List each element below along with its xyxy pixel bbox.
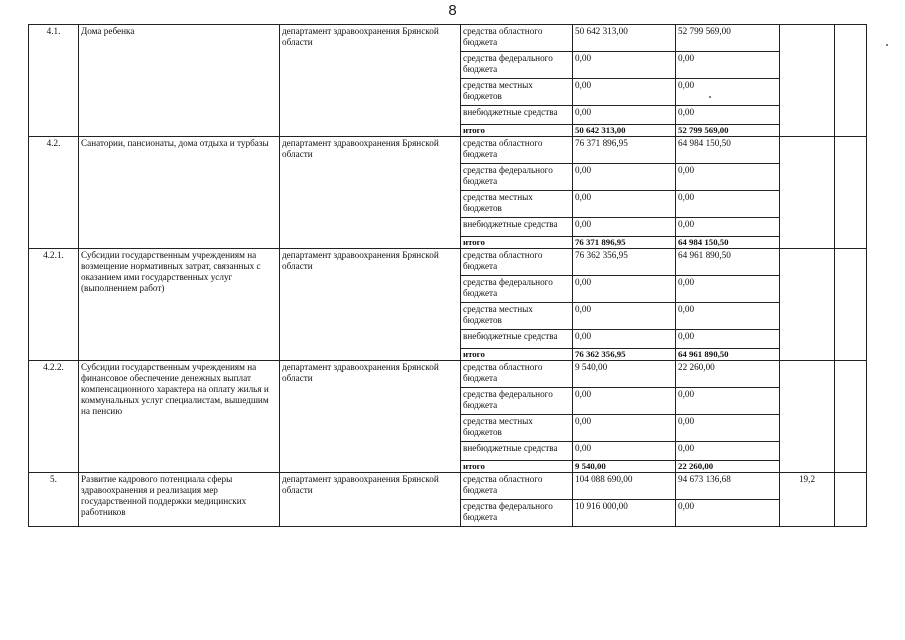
item-executor: департамент здравоохранения Брянской области <box>280 361 461 473</box>
amount-1: 104 088 690,00 <box>573 473 676 500</box>
amount-2: 64 984 150,50 <box>676 137 780 164</box>
amount-1: 10 916 000,00 <box>573 500 676 527</box>
amount-2: 0,00 <box>676 500 780 527</box>
amount-1: 0,00 <box>573 218 676 237</box>
amount-2: 0,00 <box>676 79 780 106</box>
amount-1: 0,00 <box>573 415 676 442</box>
funding-source: внебюджетные средства <box>461 106 573 125</box>
amount-2: 0,00 <box>676 388 780 415</box>
amount-2: 0,00 <box>676 106 780 125</box>
total-amount-2: 22 260,00 <box>676 461 780 473</box>
indicator-value <box>780 137 835 249</box>
amount-2: 52 799 569,00 <box>676 25 780 52</box>
item-executor: департамент здравоохранения Брянской области <box>280 249 461 361</box>
table-row <box>29 249 867 276</box>
table-row <box>29 473 867 500</box>
amount-1: 0,00 <box>573 164 676 191</box>
table-row <box>29 137 867 164</box>
funding-source: средства федерального бюджета <box>461 388 573 415</box>
funding-source: внебюджетные средства <box>461 218 573 237</box>
scan-speck <box>886 44 888 46</box>
item-number: 4.2.1. <box>29 249 79 361</box>
funding-source: внебюджетные средства <box>461 330 573 349</box>
total-amount-1: 76 362 356,95 <box>573 349 676 361</box>
amount-1: 0,00 <box>573 330 676 349</box>
amount-1: 0,00 <box>573 106 676 125</box>
item-number: 4.1. <box>29 25 79 137</box>
amount-1: 76 371 896,95 <box>573 137 676 164</box>
total-amount-2: 64 984 150,50 <box>676 237 780 249</box>
item-name: Развитие кадрового потенциала сферы здравоохранения и реализация мер государственной поддержки медицинских работников <box>79 473 280 527</box>
empty-cell <box>835 249 867 361</box>
amount-2: 0,00 <box>676 52 780 79</box>
total-label: итого <box>461 237 573 249</box>
amount-1: 50 642 313,00 <box>573 25 676 52</box>
indicator-value: 19,2 <box>780 473 835 527</box>
empty-cell <box>835 25 867 137</box>
item-executor: департамент здравоохранения Брянской области <box>280 25 461 137</box>
funding-source: средства федерального бюджета <box>461 500 573 527</box>
amount-1: 0,00 <box>573 442 676 461</box>
amount-1: 0,00 <box>573 388 676 415</box>
indicator-value <box>780 25 835 137</box>
funding-source: средства местных бюджетов <box>461 191 573 218</box>
table-row <box>29 25 867 52</box>
amount-1: 0,00 <box>573 303 676 330</box>
page-number: 8 <box>448 2 457 19</box>
item-number: 5. <box>29 473 79 527</box>
amount-2: 0,00 <box>676 442 780 461</box>
amount-2: 22 260,00 <box>676 361 780 388</box>
amount-1: 0,00 <box>573 276 676 303</box>
amount-2: 0,00 <box>676 218 780 237</box>
amount-2: 0,00 <box>676 303 780 330</box>
empty-cell <box>835 361 867 473</box>
amount-2: 64 961 890,50 <box>676 249 780 276</box>
amount-1: 9 540,00 <box>573 361 676 388</box>
funding-source: средства местных бюджетов <box>461 415 573 442</box>
funding-source: средства местных бюджетов <box>461 79 573 106</box>
funding-source: средства областного бюджета <box>461 25 573 52</box>
indicator-value <box>780 361 835 473</box>
table-body <box>29 25 867 527</box>
amount-1: 0,00 <box>573 52 676 79</box>
amount-1: 0,00 <box>573 191 676 218</box>
budget-table <box>28 24 867 527</box>
total-amount-2: 64 961 890,50 <box>676 349 780 361</box>
funding-source: средства областного бюджета <box>461 137 573 164</box>
total-amount-1: 50 642 313,00 <box>573 125 676 137</box>
item-number: 4.2. <box>29 137 79 249</box>
amount-2: 0,00 <box>676 415 780 442</box>
amount-2: 0,00 <box>676 276 780 303</box>
funding-source: внебюджетные средства <box>461 442 573 461</box>
empty-cell <box>835 137 867 249</box>
item-name: Санатории, пансионаты, дома отдыха и турбазы <box>79 137 280 249</box>
funding-source: средства областного бюджета <box>461 361 573 388</box>
item-executor: департамент здравоохранения Брянской области <box>280 137 461 249</box>
item-name: Субсидии государственным учреждениям на возмещение нормативных затрат, связанных с оказанием ими государственных услуг (выполнением работ) <box>79 249 280 361</box>
funding-source: средства местных бюджетов <box>461 303 573 330</box>
total-amount-1: 76 371 896,95 <box>573 237 676 249</box>
funding-source: средства федерального бюджета <box>461 52 573 79</box>
total-amount-2: 52 799 569,00 <box>676 125 780 137</box>
total-label: итого <box>461 349 573 361</box>
amount-2: 0,00 <box>676 191 780 218</box>
amount-2: 0,00 <box>676 164 780 191</box>
total-amount-1: 9 540,00 <box>573 461 676 473</box>
table-row <box>29 361 867 388</box>
item-name: Дома ребенка <box>79 25 280 137</box>
funding-source: средства областного бюджета <box>461 249 573 276</box>
item-number: 4.2.2. <box>29 361 79 473</box>
funding-source: средства федерального бюджета <box>461 164 573 191</box>
indicator-value <box>780 249 835 361</box>
funding-source: средства областного бюджета <box>461 473 573 500</box>
amount-1: 76 362 356,95 <box>573 249 676 276</box>
amount-2: 94 673 136,68 <box>676 473 780 500</box>
total-label: итого <box>461 461 573 473</box>
total-label: итого <box>461 125 573 137</box>
amount-1: 0,00 <box>573 79 676 106</box>
item-name: Субсидии государственным учреждениям на финансовое обеспечение денежных выплат компенсационного характера на оплату жилья и коммунальных услуг специалистам, вышедшим на пенсию <box>79 361 280 473</box>
empty-cell <box>835 473 867 527</box>
amount-2: 0,00 <box>676 330 780 349</box>
funding-source: средства федерального бюджета <box>461 276 573 303</box>
item-executor: департамент здравоохранения Брянской области <box>280 473 461 527</box>
